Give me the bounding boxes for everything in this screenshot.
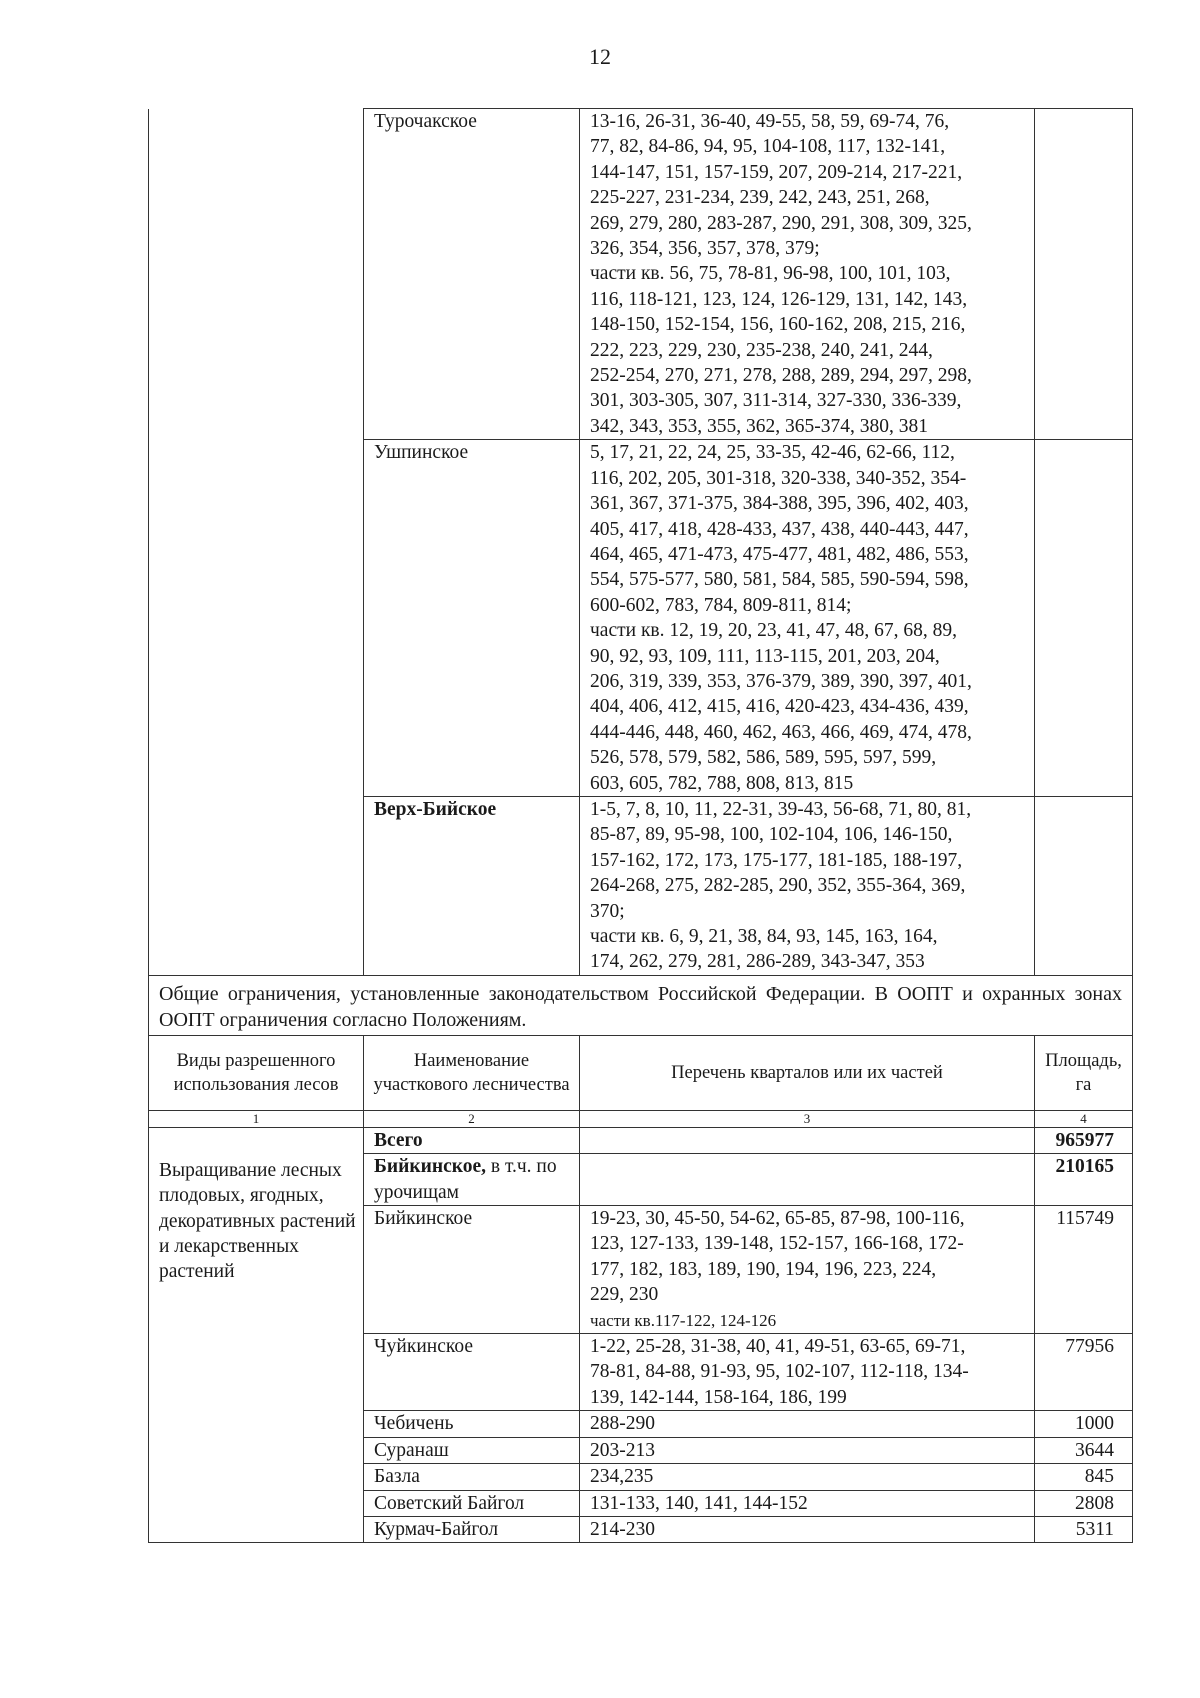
area-cell xyxy=(1035,440,1133,797)
district-name: Турочакское xyxy=(364,109,580,440)
page-number: 12 xyxy=(589,44,611,69)
district-name: Верх-Бийское xyxy=(364,796,580,975)
quarters-list: 1-5, 7, 8, 10, 11, 22-31, 39-43, 56-68, 71, 80, 81, 85-87, 89, 95-98, 100, 102-104, 106, 146-150, 157-162, 172, 173, 175-177, 181-185, 188-197, 264-268, 275, 282-285, 290, 352, 355-364, 369, 370; части кв. 6, 9, 21, 38, 84, 93, 145, 163, 164, 174, 262, 279, 281, 286-289, 343-347, 353 xyxy=(580,796,1035,975)
subtotal-label: Бийкинское, xyxy=(374,1156,486,1178)
total-area: 965977 xyxy=(1035,1127,1133,1153)
column-number-row xyxy=(149,1110,1133,1127)
area-cell: 1000 xyxy=(1035,1411,1133,1437)
area-cell xyxy=(1035,796,1133,975)
subtotal-area: 210165 xyxy=(1035,1154,1133,1206)
column-number: 3 xyxy=(580,1110,1035,1127)
district-name: Советский Байгол xyxy=(364,1490,580,1516)
empty-use-cell xyxy=(149,109,364,976)
quarters-list xyxy=(580,1127,1035,1153)
quarters-list: 1-22, 25-28, 31-38, 40, 41, 49-51, 63-65, 69-71, 78-81, 84-88, 91-93, 95, 102-107, 112-118, 134- 139, 142-144, 158-164, 186, 199 xyxy=(580,1334,1035,1411)
quarters-parts: части кв.117-122, 124-126 xyxy=(590,1310,777,1330)
subtotal-label-cell xyxy=(364,1154,580,1206)
quarters-list: 234,235 xyxy=(580,1464,1035,1490)
note-row xyxy=(149,975,1133,1035)
district-name: Ушпинское xyxy=(364,440,580,797)
total-row xyxy=(149,1127,1133,1153)
header-row xyxy=(149,1035,1133,1110)
column-number: 1 xyxy=(149,1110,364,1127)
total-label: Всего xyxy=(364,1127,580,1153)
area-cell: 845 xyxy=(1035,1464,1133,1490)
area-cell xyxy=(1035,109,1133,440)
quarters-list xyxy=(580,1154,1035,1206)
district-name: Курмач-Байгол xyxy=(364,1516,580,1542)
table-row xyxy=(149,109,1133,440)
header-quarters: Перечень кварталов или их частей xyxy=(580,1035,1035,1110)
area-cell: 5311 xyxy=(1035,1516,1133,1542)
quarters-list: 13-16, 26-31, 36-40, 49-55, 58, 59, 69-74, 76, 77, 82, 84-86, 94, 95, 104-108, 117, 132-141, 144-147, 151, 157-159, 207, 209-214, 217-221, 225-227, 231-234, 239, 242, 243, 251, 268, 269, 279, 280, 283-287, 290, 291, 308, 309, 325, 326, 354, 356, 357, 378, 379; части кв. 56, 75, 78-81, 96-98, 100, 101, 103, 116, 118-121, 123, 124, 126-129, 131, 142, 143, 148-150, 152-154, 156, 160-162, 208, 215, 216, 222, 223, 229, 230, 235-238, 240, 241, 244, 252-254, 270, 271, 278, 288, 289, 294, 297, 298, 301, 303-305, 307, 311-314, 327-330, 336-339, 342, 343, 353, 355, 362, 365-374, 380, 381 xyxy=(580,109,1035,440)
column-number: 2 xyxy=(364,1110,580,1127)
quarters-list: 288-290 xyxy=(580,1411,1035,1437)
header-district: Наименование участкового лесничества xyxy=(364,1035,580,1110)
district-name: Бийкинское xyxy=(364,1206,580,1334)
district-name: Чебичень xyxy=(364,1411,580,1437)
use-type: Выращивание лесных плодовых, ягодных, декоративных растений и лекарственных растений xyxy=(149,1127,364,1543)
column-number: 4 xyxy=(1035,1110,1133,1127)
area-cell: 2808 xyxy=(1035,1490,1133,1516)
quarters-list: 5, 17, 21, 22, 24, 25, 33-35, 42-46, 62-66, 112, 116, 202, 205, 301-318, 320-338, 340-352, 354- 361, 367, 371-375, 384-388, 395, 396, 402, 403, 405, 417, 418, 428-433, 437, 438, 440-443, 447, 464, 465, 471-473, 475-477, 481, 482, 486, 553, 554, 575-577, 580, 581, 584, 585, 590-594, 598, 600-602, 783, 784, 809-811, 814; части кв. 12, 19, 20, 23, 41, 47, 48, 67, 68, 89, 90, 92, 93, 109, 111, 113-115, 201, 203, 204, 206, 319, 339, 353, 376-379, 389, 390, 397, 401, 404, 406, 412, 415, 416, 420-423, 434-436, 439, 444-446, 448, 460, 462, 463, 466, 469, 474, 478, 526, 578, 579, 582, 586, 589, 595, 597, 599, 603, 605, 782, 788, 808, 813, 815 xyxy=(580,440,1035,797)
district-name: Чуйкинское xyxy=(364,1334,580,1411)
district-name: Базла xyxy=(364,1464,580,1490)
subtotal-label-suffix: в т.ч. по урочищам xyxy=(374,1156,557,1203)
quarters-list: 131-133, 140, 141, 144-152 xyxy=(580,1490,1035,1516)
quarters-list: 203-213 xyxy=(580,1437,1035,1463)
quarters-cell xyxy=(580,1206,1035,1334)
restrictions-note: Общие ограничения, установленные законодательством Российской Федерации. В ООПТ и охранных зонах ООПТ ограничения согласно Положениям. xyxy=(149,975,1133,1035)
header-use-type: Виды разрешенного использования лесов xyxy=(149,1035,364,1110)
forest-use-table xyxy=(148,108,1133,1543)
area-cell: 77956 xyxy=(1035,1334,1133,1411)
area-cell: 115749 xyxy=(1035,1206,1133,1334)
district-name: Суранаш xyxy=(364,1437,580,1463)
area-cell: 3644 xyxy=(1035,1437,1133,1463)
quarters-list: 19-23, 30, 45-50, 54-62, 65-85, 87-98, 100-116, 123, 127-133, 139-148, 152-157, 166-168, 172- 177, 182, 183, 189, 190, 194, 196, 223, 224, 229, 230 xyxy=(590,1208,965,1306)
quarters-list: 214-230 xyxy=(580,1516,1035,1542)
header-area: Площадь, га xyxy=(1035,1035,1133,1110)
